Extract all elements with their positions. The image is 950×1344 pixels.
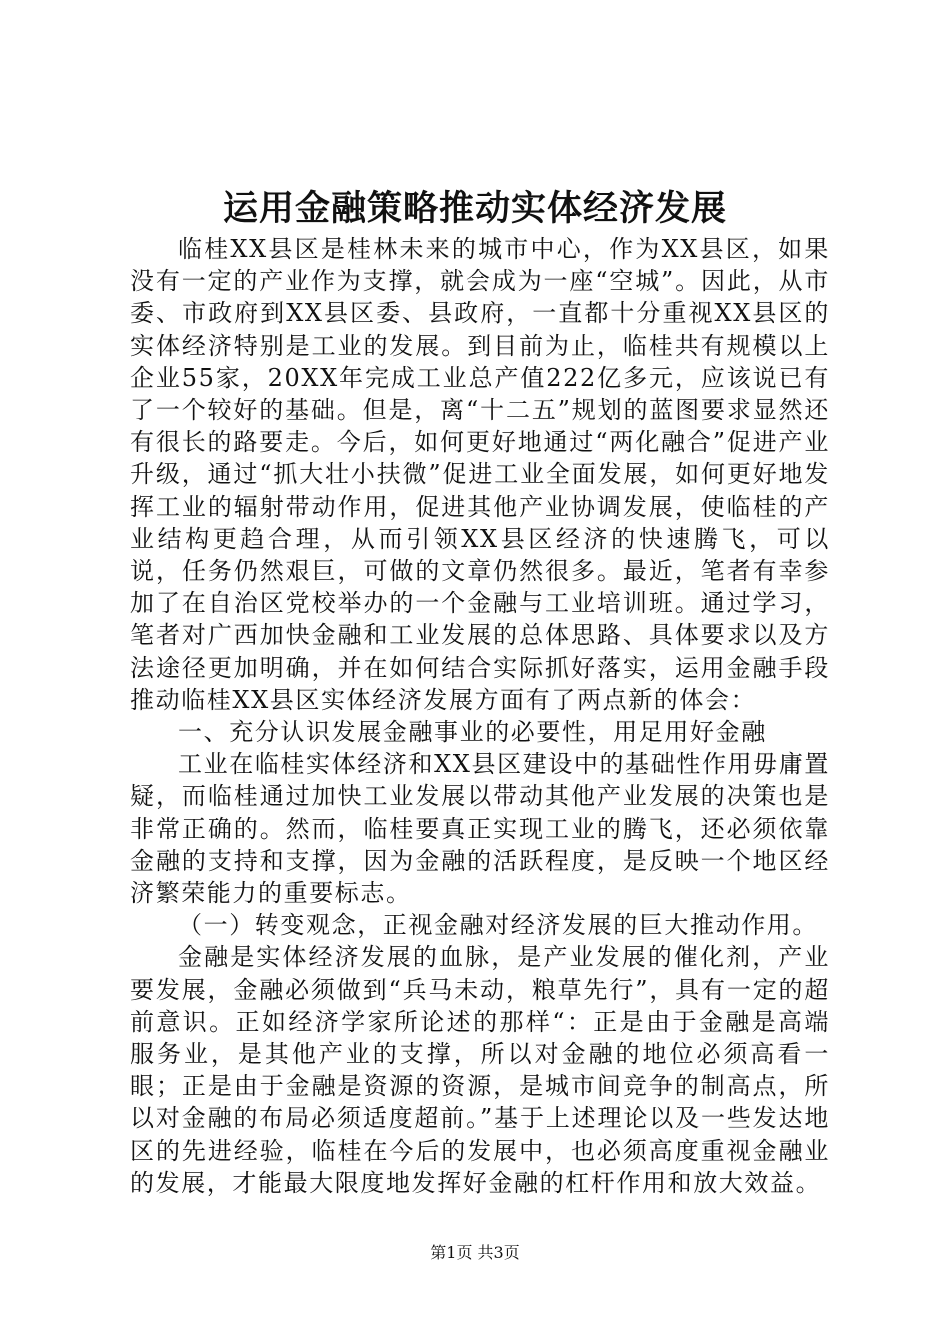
subsection-heading-1: （一）转变观念，正视金融对经济发展的巨大推动作用。 [178,911,818,940]
section-heading-1: 一、充分认识发展金融事业的必要性，用足用好金融 [178,718,767,747]
paragraph-intro: 临桂XX县区是桂林未来的城市中心，作为XX县区，如果没有一定的产业作为支撑，就会成为一座“空城”。因此，从市委、市政府到XX县区委、县政府，一直都十分重视XX县区的实体经济特别是工业的发展。到目前为止，临桂共有规模以上企业55家，20XX年完成工业总产值222亿多元，应该说已有了一个较好的基础。但是，离“十二五”规划的蓝图要求显然还有很长的路要走。今后，如何更好地通过“两化融合”促进产业升级，通过“抓大壮小扶微”促进工业全面发展，如何更好地发挥工业的辐射带动作用，促进其他产业协调发展，使临桂的产业结构更趋合理，从而引领XX县区经济的快速腾飞，可以说，任务仍然艰巨，可做的文章仍然很多。最近，笔者有幸参加了在自治区党校举办的一个金融与工业培训班。通过学习，笔者对广西加快金融和工业发展的总体思路、具体要求以及方法途径更加明确，并在如何结合实际抓好落实，运用金融手段推动临桂XX县区实体经济发展方面有了两点新的体会： [130,235,830,714]
paragraph-finance: 金融是实体经济发展的血脉，是产业发展的催化剂，产业要发展，金融必须做到“兵马未动，粮草先行”，具有一定的超前意识。正如经济学家所论述的那样“：正是由于金融是高端服务业，是其他产业的支撑，所以对金融的地位必须高看一眼；正是由于金融是资源的资源，是城市间竞争的制高点，所以对金融的布局必须适度超前。”基于上述理论以及一些发达地区的先进经验，临桂在今后的发展中，也必须高度重视金融业的发展，才能最大限度地发挥好金融的杠杆作用和放大效益。 [130,943,830,1197]
paragraph-industry: 工业在临桂实体经济和XX县区建设中的基础性作用毋庸置疑，而临桂通过加快工业发展以带动其他产业发展的决策也是非常正确的。然而，临桂要真正实现工业的腾飞，还必须依靠金融的支持和支撑，因为金融的活跃程度，是反映一个地区经济繁荣能力的重要标志。 [130,750,830,908]
document-title: 运用金融策略推动实体经济发展 [222,188,727,229]
page-footer: 第1页 共3页 [430,1243,520,1262]
document-body [130,233,830,1199]
